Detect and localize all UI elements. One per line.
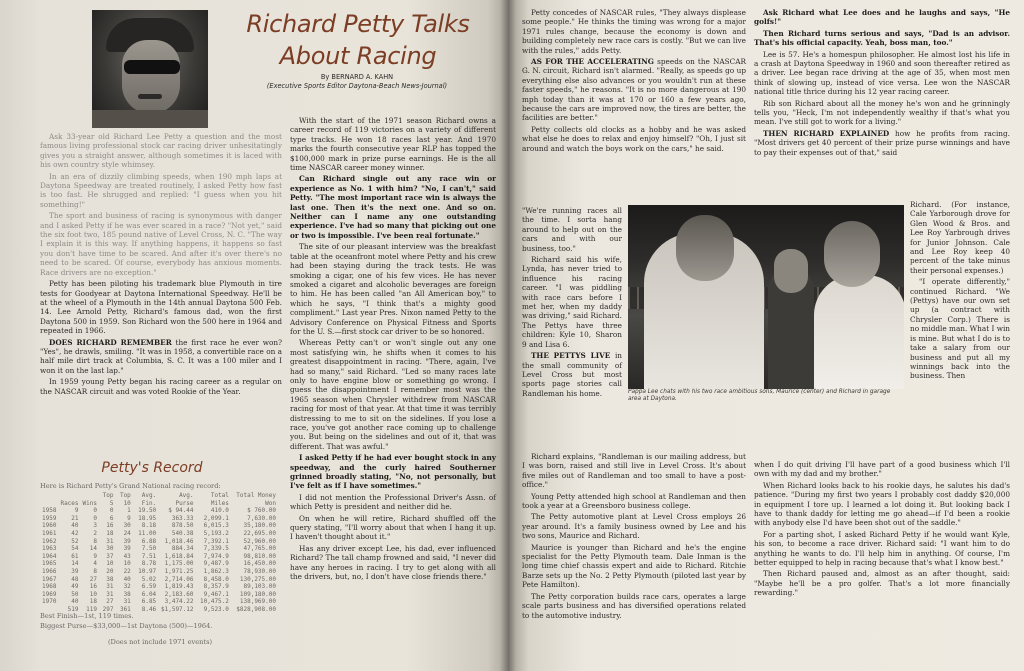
record-cell: 6: [109, 514, 114, 522]
table-row: [40, 598, 278, 606]
record-cell: 4: [93, 560, 97, 568]
paragraph: In an era of dizzily climbing speeds, when 190 mph laps at Daytona Speedway are treated routinely, I asked Petty how fast is too fast. He shrugged and replied: "I guess when you hit something!": [40, 171, 282, 209]
record-cell: 24: [123, 529, 131, 537]
record-cell: 2,099.1: [203, 514, 229, 522]
record-cell: 35,180.00: [243, 522, 276, 530]
paragraph: In 1959 young Petty began his racing career as a regular on the NASCAR circuit and was voted Rookie of the Year.: [40, 377, 282, 396]
record-cell: 1968: [42, 583, 57, 591]
table-row: [40, 507, 278, 515]
right-column-2-top: [754, 8, 1010, 159]
record-header-cell: Top 5: [102, 492, 114, 507]
record-cell: 1,175.00: [164, 560, 194, 568]
record-cell: 5,193.2: [203, 529, 229, 537]
record-cell: 1,618.84: [164, 552, 194, 560]
record-cell: 18: [89, 598, 97, 606]
right-column-1-top: [522, 8, 746, 155]
record-cell: 30: [123, 522, 131, 530]
paragraph: The Petty automotive plant at Level Cross employs 26 year around. It's a family business owned by Lee and his two sons, Maurice and Richard.: [522, 512, 746, 541]
paragraph: Maurice is younger than Richard and he's the engine specialist for the Petty Plymouth team. Dale Inman is the long time chief chassis expert and aide to Richard. Ritchie Barze sets up the No. 2 Petty Plymouth (piloted last year by Pete Hamilton).: [522, 542, 746, 590]
left-column-1: [40, 132, 282, 398]
right-column-1-bottom: [522, 452, 746, 622]
record-cell: 61: [71, 552, 79, 560]
record-cell: 7.50: [141, 545, 157, 553]
record-cell: 47,765.00: [243, 545, 276, 553]
record-cell: 9,487.9: [203, 560, 229, 568]
record-cell: 1,819.43: [164, 583, 194, 591]
record-header-cell: [40, 492, 58, 507]
paragraph-text: the first race he ever won? "Yes", he drawls, smiling. "It was in 1958, a convertible race on a half mile dirt track at Columbia, S. C. It was a 100 miler and I won it on the last lap.": [40, 337, 282, 375]
richard-petty-portrait: [92, 10, 208, 128]
biggest-purse: Biggest Purse—$33,000—1st Daytona (500)—1964.: [40, 622, 213, 630]
record-header-cell: Avg. Fin.: [141, 492, 157, 507]
record-cell: 1965: [42, 560, 57, 568]
record-cell: 54: [71, 545, 79, 553]
record-cell: 7,630.00: [247, 514, 276, 522]
record-cell: $ 760.00: [247, 507, 276, 515]
record-cell: 39: [71, 567, 79, 575]
record-cell: 7,974.9: [203, 552, 229, 560]
left-page: [0, 0, 508, 671]
record-cell: 18.95: [138, 514, 157, 522]
author-credit: (Executive Sports Editor Daytona-Beach News-Journal): [266, 82, 448, 90]
table-row: [40, 568, 278, 576]
record-cell: 2: [93, 529, 97, 537]
record-cell: 31: [123, 598, 131, 606]
bold-lead: THE PETTYS LIVE: [531, 351, 611, 361]
bold-paragraph: I asked Petty if he had ever bought stock in any speedway, and the curly haired Southerner grinned broadly stating, "No, not personally, but I've felt as if I have sometimes.": [290, 453, 496, 491]
paragraph: [754, 129, 1010, 157]
table-row: [40, 515, 278, 523]
paragraph: Richard. (For instance, Cale Yarborough drove for Glen Wood & Bros. and Lee Roy Yarbrough drives for Junior Johnson. Cale and Lee Roy keep 40 percent of the take minus their personal expenses.): [910, 200, 1010, 275]
record-cell: 50: [71, 590, 79, 598]
record-cell: 22: [123, 567, 131, 575]
record-cell: 52: [71, 537, 79, 545]
record-cell: 3: [93, 522, 97, 530]
paragraph: [40, 338, 282, 376]
record-cell: 297: [102, 605, 114, 613]
record-cell: 18: [106, 529, 114, 537]
record-cell: 878.50: [171, 522, 194, 530]
record-intro: Here is Richard Petty's Grand National racing record:: [40, 482, 221, 490]
bold-lead: DOES RICHARD REMEMBER: [49, 337, 172, 347]
record-cell: 0: [93, 514, 97, 522]
paragraph: Richard explains, "Randleman is our mailing address, but I was born, raised and still live in Level Cross. It's about five miles out of Randleman and too small to have a post-office.": [522, 452, 746, 490]
record-cell: 37: [106, 552, 114, 560]
record-cell: $828,908.00: [236, 605, 276, 613]
bold-paragraph: Ask Richard what Lee does and he laughs and says, "He golfs!": [754, 8, 1010, 27]
record-cell: 78,930.00: [243, 567, 276, 575]
record-cell: 49: [71, 583, 79, 591]
record-cell: 138,969.00: [239, 598, 276, 606]
record-cell: 31: [106, 583, 114, 591]
record-cell: 6.04: [141, 590, 157, 598]
record-cell: 39: [123, 545, 131, 553]
record-header-cell: Races: [60, 499, 79, 507]
record-cell: 21: [71, 514, 79, 522]
record-cell: 6.88: [141, 537, 157, 545]
record-cell: 884.34: [171, 545, 194, 553]
record-cell: 10: [123, 560, 131, 568]
photo-caption: Pappa Lee chats with his two race ambitious sons, Maurice (center) and Richard in garage area at Daytona.: [628, 389, 891, 402]
paragraph: Petty collects old clocks as a hobby and he was asked what else he does to relax and enjoy himself? "Oh, I just sit around and watch the boys work on the cars," he said.: [522, 124, 746, 153]
paragraph: Rib son Richard about all the money he's won and he grinningly tells you, "Heck, I'm not independently wealthy if that's what you mean. I've still got to work for a living.": [754, 98, 1010, 127]
bold-lead: AS FOR THE ACCELERATING: [531, 57, 655, 67]
paragraph: [522, 57, 746, 123]
record-cell: 11.00: [138, 529, 157, 537]
record-header-cell: Wins: [82, 499, 97, 507]
paragraph-text: in the small community of Level Cross but most sports page stories call Randleman his home.: [522, 351, 622, 398]
record-cell: 130,275.00: [239, 575, 276, 583]
record-header-cell: Total Miles: [210, 492, 229, 507]
paragraph: [522, 351, 622, 398]
paragraph: Whereas Petty can't or won't single out any one most satisfying win, he shifts when it comes to his greatest disappointment in racing. "There, again, I've had so many," said Richard. "Led so many races late only to have engine blow or something go wrong. I guess the disappointment I remember most was the 1965 season when Chrysler withdrew from NASCAR racing for most of that year. At that time it was terribly distressing to me to sit on the sidelines. If you lose a race, you've got another race coming up to challenge you. But being on the sidelines and out of it, that was different. That was awful.": [290, 338, 496, 451]
record-cell: 2,183.60: [164, 590, 194, 598]
paragraph: When Richard looks back to his rookie days, he salutes his dad's patience. "During my first two years I probably cost daddy $20,000 in equipment I tore up. I learned a lot doing it. But looking back I have to thank daddy for letting me go ahead—if I'd been a rookie with anybody else I'd have been shot out of the saddle.": [754, 480, 1010, 528]
record-cell: 40: [123, 575, 131, 583]
record-cell: 1,862.3: [203, 567, 229, 575]
record-cell: 1: [127, 507, 131, 515]
record-cell: 38: [123, 590, 131, 598]
best-finish: Best Finish—1st, 119 times.: [40, 612, 134, 620]
paragraph: Ask 33-year old Richard Lee Petty a question and the most famous living professional stock car racing driver unhesitatingly gives you a straight answer, although sometimes it is laced with his own country style whimsey.: [40, 132, 282, 170]
record-cell: 14: [89, 545, 97, 553]
record-cell: 7,339.5: [203, 545, 229, 553]
record-cell: 20: [106, 567, 114, 575]
record-cell: 8,357.9: [203, 583, 229, 591]
record-cell: 1964: [42, 552, 57, 560]
author: By BERNARD A. KAHN: [320, 73, 394, 81]
table-row: [40, 591, 278, 599]
record-cell: 31: [106, 590, 114, 598]
paragraph: "I operate differently," continued Richard. "We (Pettys) have our own set up (a contract with Chrysler Corp.) There is no middle man. What I win is mine. But what I do is to take a salary from our business and put all my winnings back into the business. Then: [910, 277, 1010, 381]
record-cell: 540.38: [171, 529, 194, 537]
paragraph: Richard said his wife, Lynda, has never tried to influence his racing career. "I was piddling with race cars before I met her, when my daddy was driving," said Richard. The Pettys have three children: Kyle 10, Sharon 9 and Lisa 6.: [522, 255, 622, 349]
record-cell: 48: [71, 575, 79, 583]
paragraph: The site of our pleasant interview was the breakfast table at the oceanfront motel where Petty and his crew had been staying during the track tests. He was smoking a cigar, one of his few vices. He has never smoked a cigaret and alcoholic beverages are foreign to him. He has been called "an All American boy," to which he says, "I think that's a mighty good compliment." Last year Pres. Nixon named Petty to the Advisory Conference on Physical Fitness and Sports for the U. S.—first stock car driver to be so honored.: [290, 242, 496, 336]
headline-line-2: About Racing: [279, 42, 437, 70]
record-cell: 8.78: [141, 560, 157, 568]
record-cell: 1966: [42, 567, 57, 575]
paragraph: "We're running races all the time. I sorta hang around to help out on the cars and with our business, too.": [522, 206, 622, 253]
paragraph: Young Petty attended high school at Randleman and then took a year at a Greensboro business college.: [522, 491, 746, 511]
record-cell: $1,597.12: [161, 605, 194, 613]
record-header-cell: Total Money Won: [236, 492, 276, 507]
record-cell: 10.97: [138, 567, 157, 575]
paragraph: Petty has been piloting his trademark blue Plymouth in tire tests for Goodyear at Daytona International Speedway. He'll be at the wheel of a Plymouth in the 14th annual Daytona 500 Feb. 14. Lee Arnold Petty, Richard's famous dad, won the first Daytona 500 in 1959. Son Richard won the 500 here in 1964 and repeated in 1966.: [40, 279, 282, 336]
record-cell: 8.46: [141, 605, 157, 613]
record-cell: 89,103.00: [243, 583, 276, 591]
paragraph: For a parting shot, I asked Richard Petty if he would want Kyle, his son, to become a race driver. Richard said: "I want him to do anything he wants to do. I'll help him in anything. Of course, I'm better equipped to help in racing because that's what I know best.": [754, 529, 1010, 568]
record-cell: 361: [119, 605, 131, 613]
record-cell: 43: [123, 552, 131, 560]
record-header-cell: Avg. Purse: [175, 492, 194, 507]
record-cell: 2,714.06: [164, 575, 194, 583]
right-page: [508, 0, 1024, 671]
record-cell: 6.59: [141, 583, 157, 591]
paragraph: Petty concedes of NASCAR rules, "They always displease some people." He thinks the timing was wrong for a major 1971 rules change, because the economy is down and building completely new race cars is costly. "But we can live with the rules," adds Petty.: [522, 8, 746, 55]
record-cell: 1959: [42, 514, 57, 522]
bold-lead: THEN RICHARD EXPLAINED: [763, 128, 890, 138]
record-cell: 98,810.00: [243, 552, 276, 560]
record-cell: 42: [71, 529, 79, 537]
record-cell: $ 94.44: [168, 507, 194, 515]
right-narrow-column-2: [910, 200, 1010, 383]
record-cell: 16: [106, 522, 114, 530]
garage-photo: [628, 205, 904, 389]
record-cell: 52,960.00: [243, 537, 276, 545]
record-cell: 8.18: [141, 522, 157, 530]
record-cell: 8,458.0: [203, 575, 229, 583]
table-row: [40, 583, 278, 591]
table-row: [40, 553, 278, 561]
record-cell: 0: [93, 507, 97, 515]
table-row: [40, 576, 278, 584]
record-header-cell: Top 10: [119, 492, 131, 507]
table-row: [40, 530, 278, 538]
bold-paragraph: Then Richard turns serious and says, "Dad is an advisor. That's his official capacity. Yeah, boss man, too.": [754, 28, 1010, 48]
record-cell: 38: [106, 575, 114, 583]
record-cell: 1963: [42, 545, 57, 553]
left-column-2: [290, 116, 496, 584]
bold-paragraph: Can Richard single out any race win or experience as No. 1 with him? "No, I can't," said Petty. "The most important race win is always the last one. Then it's the next one. And so on. Neither can I name any one outstanding experience. I've had so many that picking out one or two is impossible. I've been real fortunate.": [290, 174, 496, 240]
paragraph: Lee is 57. He's a homespun philosopher. He almost lost his life in a crash at Daytona Speedway in 1960 and soon thereafter retired as a driver. Lee began race driving at the age of 35, when most men think of slowing up, instead of vice versa. Lee won the NASCAR national title thrice during his 12 year racing career.: [754, 49, 1010, 97]
paragraph: On when he will retire, Richard shuffled off the query stating, "I'll worry about that when I hang it up. I haven't thought about it.": [290, 513, 496, 542]
record-note: (Does not include 1971 events): [107, 638, 213, 646]
record-cell: 1969: [42, 590, 57, 598]
paragraph: when I do quit driving I'll have part of a good business which I'll own with my dad and my brother.": [754, 460, 1010, 479]
record-cell: 7,392.1: [203, 537, 229, 545]
record-cell: 1,018.46: [164, 537, 194, 545]
record-cell: 19.50: [138, 507, 157, 515]
record-cell: 1960: [42, 522, 57, 530]
record-cell: 1970: [42, 598, 57, 606]
record-cell: 1962: [42, 537, 57, 545]
paragraph: Then Richard paused and, almost as an after thought, said: "Maybe he'll be a pro golfer. That's a lot more financially rewarding.": [754, 569, 1010, 598]
record-cell: 3,474.22: [164, 598, 194, 606]
paragraph: I did not mention the Professional Driver's Assn. of which Petty is president and neither did he.: [290, 492, 496, 512]
record-cell: 14: [71, 560, 79, 568]
record-cell: 7.51: [141, 552, 157, 560]
record-cell: 10: [89, 590, 97, 598]
record-cell: 519: [67, 605, 79, 613]
right-narrow-column: [522, 206, 622, 400]
record-cell: 1961: [42, 529, 57, 537]
record-cell: 32: [123, 583, 131, 591]
table-row: [40, 538, 278, 546]
record-cell: 119: [86, 605, 97, 613]
record-cell: 22,695.00: [243, 529, 276, 537]
record-cell: 109,180.00: [239, 590, 276, 598]
record-cell: 363.33: [171, 514, 194, 522]
paragraph-text: how he profits from racing. "Most drivers get 40 percent of their prize purse winnings and have to pay their expenses out of that," said: [754, 128, 1010, 157]
record-cell: 40: [71, 522, 79, 530]
record-table: [40, 492, 278, 614]
record-cell: 39: [123, 537, 131, 545]
record-cell: 1958: [42, 507, 57, 515]
record-cell: 8: [93, 567, 97, 575]
record-cell: 9: [127, 514, 131, 522]
record-cell: 16: [89, 583, 97, 591]
paragraph: With the start of the 1971 season Richard owns a career record of 119 victories on a variety of different type tracks. He won 18 races last year. And 1970 marks the fourth consecutive year RLP has topped the $100,000 mark in prize purse earnings. He is the all time NASCAR career money winner.: [290, 116, 496, 173]
record-cell: 30: [106, 545, 114, 553]
record-cell: 6.85: [141, 598, 157, 606]
paragraph: Has any driver except Lee, his dad, ever influenced Richard? The tall champ frowned and said, "I never did have any heroes in racing. I try to get along with all the drivers, but, no, I don't have close friends there.": [290, 543, 496, 582]
article-headline: [218, 8, 498, 72]
record-cell: 6,015.3: [203, 522, 229, 530]
byline: [232, 73, 482, 91]
paragraph: The Petty corporation builds race cars, operates a large scale parts business and has diversified operations related to the automotive industry.: [522, 591, 746, 620]
record-cell: 27: [89, 575, 97, 583]
record-cell: 16,450.00: [243, 560, 276, 568]
record-cell: 40: [71, 598, 79, 606]
record-cell: 1967: [42, 575, 57, 583]
headline-line-1: Richard Petty Talks: [246, 10, 470, 38]
table-row: [40, 522, 278, 530]
right-column-2-bottom: [754, 460, 1010, 600]
record-cell: 9,467.1: [203, 590, 229, 598]
record-cell: 9: [74, 507, 79, 515]
record-cell: 0: [109, 507, 114, 515]
record-cell: 5.02: [141, 575, 157, 583]
table-row: [40, 545, 278, 553]
record-cell: 9: [93, 552, 97, 560]
record-cell: 9,523.0: [203, 605, 229, 613]
record-cell: 410.0: [210, 507, 229, 515]
record-cell: 10,475.2: [200, 598, 229, 606]
record-cell: 27: [106, 598, 114, 606]
record-cell: 8: [93, 537, 97, 545]
paragraph: The sport and business of racing is synonymous with danger and I asked Petty if he was ever scared in a race? "Not yet," said the six foot two, 185 pound native of Level Cross, N. C. "The way I explain it is this way. If anything happens, it happens so fast you don't have time to be scared. And after it's over there's no need to be scared. Of course, everybody has anxious moments. Race drivers are no exception.": [40, 211, 282, 277]
record-cell: 31: [106, 537, 114, 545]
record-title: Petty's Record: [101, 460, 203, 476]
paragraph-text: speeds on the NASCAR G. N. circuit, Richard isn't alarmed. "Really, as speeds go up everything else also advances or you wouldn't run at these faster speeds," he reasons. "It is no more dangerous at 190 mph today than it was at 170 or 160 a few years ago, because the cars are improved now, the tires are better, the facilities are better.": [522, 57, 746, 123]
record-cell: 1,971.25: [164, 567, 194, 575]
table-row: [40, 560, 278, 568]
record-cell: 10: [106, 560, 114, 568]
